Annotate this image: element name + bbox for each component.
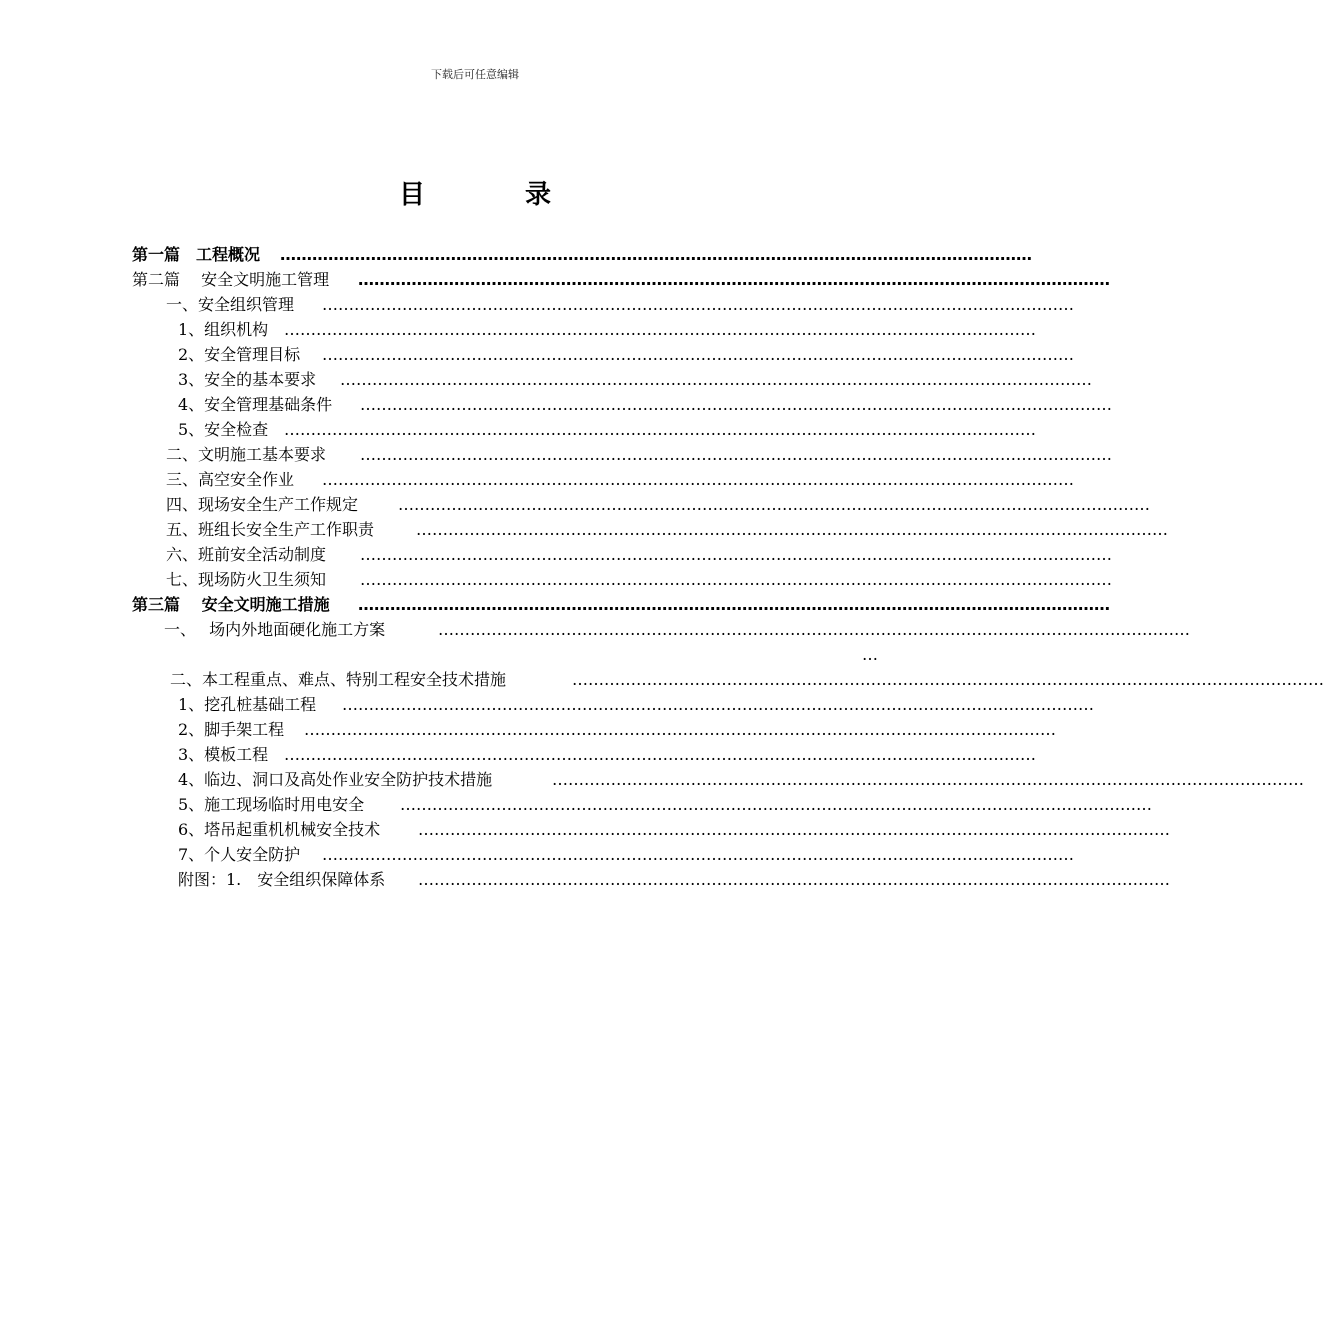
toc-entry[interactable] — [0, 517, 1168, 542]
leader-dots: …………………………………………………………………………………………………………………………… — [360, 545, 1112, 564]
toc-entry-label: 四、现场安全生产工作规定 — [166, 492, 358, 517]
toc-entry[interactable] — [0, 242, 1032, 267]
toc-entry[interactable] — [0, 267, 1110, 292]
toc-entry[interactable] — [0, 592, 1110, 617]
toc-entry-label: 6、塔吊起重机机械安全技术 — [178, 817, 380, 842]
toc-entry-label: 4、安全管理基础条件 — [178, 392, 332, 417]
toc-entry-label: 一、 场内外地面硬化施工方案 — [164, 617, 385, 642]
toc-entry-label: 附图：1. 安全组织保障体系 — [178, 867, 385, 892]
leader-dots: …………………………………………………………………………………………………………………………… — [358, 270, 1110, 289]
toc-entry-label: 5、安全检查 — [178, 417, 268, 442]
leader-dots: …………………………………………………………………………………………………………………………… — [438, 620, 1190, 639]
toc-entry-label: 4、临边、洞口及高处作业安全防护技术措施 — [178, 767, 492, 792]
leader-dots: …………………………………………………………………………………………………………………………… — [418, 820, 1170, 839]
toc-entry-continuation — [0, 642, 950, 667]
toc-entry[interactable] — [0, 342, 1074, 367]
leader-dots: …………………………………………………………………………………………………………………………… — [322, 845, 1074, 864]
toc-entry-label: 七、现场防火卫生须知 — [166, 567, 326, 592]
toc-entry-label: 2、脚手架工程 — [178, 717, 284, 742]
leader-dots: … — [862, 645, 878, 664]
leader-dots: …………………………………………………………………………………………………………………………… — [398, 495, 1150, 514]
toc-entry[interactable] — [0, 367, 1092, 392]
toc-entry[interactable] — [0, 492, 1150, 517]
toc-entry[interactable] — [0, 467, 1074, 492]
leader-dots: …………………………………………………………………………………………………………………………… — [304, 720, 1056, 739]
toc-entry[interactable] — [0, 392, 1112, 417]
toc-entry[interactable] — [0, 442, 1112, 467]
leader-dots: …………………………………………………………………………………………………………………………… — [322, 470, 1074, 489]
leader-dots: …………………………………………………………………………………………………………………………… — [360, 570, 1112, 589]
toc-entry[interactable] — [0, 292, 1074, 317]
page-title — [0, 174, 950, 211]
toc-entry-label: 5、施工现场临时用电安全 — [178, 792, 364, 817]
toc-entry-label: 2、安全管理目标 — [178, 342, 300, 367]
toc-entry-label: 3、模板工程 — [178, 742, 268, 767]
title-char-2: 录 — [525, 180, 552, 210]
leader-dots: …………………………………………………………………………………………………………………………… — [358, 595, 1110, 614]
toc-entry[interactable] — [0, 617, 1190, 642]
toc-entry-label: 3、安全的基本要求 — [178, 367, 316, 392]
toc-entry[interactable] — [0, 667, 1324, 692]
toc-entry[interactable] — [0, 567, 1112, 592]
toc-entry[interactable] — [0, 317, 1036, 342]
toc-entry-label: 五、班组长安全生产工作职责 — [166, 517, 374, 542]
title-char-1: 目 — [398, 180, 425, 210]
toc-entry-label: 一、安全组织管理 — [166, 292, 294, 317]
toc-entry[interactable] — [0, 792, 1152, 817]
toc-entry[interactable] — [0, 417, 1036, 442]
leader-dots: …………………………………………………………………………………………………………………………… — [284, 745, 1036, 764]
toc-entry[interactable] — [0, 742, 1036, 767]
toc-entry-label: 六、班前安全活动制度 — [166, 542, 326, 567]
toc-entry-label: 1、组织机构 — [178, 317, 268, 342]
toc-entry[interactable] — [0, 717, 1056, 742]
leader-dots: …………………………………………………………………………………………………………………………… — [360, 395, 1112, 414]
toc-entry[interactable] — [0, 867, 1170, 892]
toc-entry-label: 三、高空安全作业 — [166, 467, 294, 492]
toc-entry[interactable] — [0, 817, 1170, 842]
toc-entry-label: 1、挖孔桩基础工程 — [178, 692, 316, 717]
toc-entry[interactable] — [0, 692, 1094, 717]
leader-dots: …………………………………………………………………………………………………………………………… — [322, 295, 1074, 314]
leader-dots: …………………………………………………………………………………………………………………………… — [572, 670, 1324, 689]
toc-entry-label: 第三篇 安全文明施工措施 — [132, 592, 330, 617]
toc-entry[interactable] — [0, 842, 1074, 867]
toc-entry-label: 第二篇 安全文明施工管理 — [132, 267, 329, 292]
leader-dots: …………………………………………………………………………………………………………………………… — [552, 770, 1304, 789]
leader-dots: …………………………………………………………………………………………………………………………… — [284, 320, 1036, 339]
toc-entry-label: 7、个人安全防护 — [178, 842, 300, 867]
leader-dots: …………………………………………………………………………………………………………………………… — [400, 795, 1152, 814]
leader-dots: …………………………………………………………………………………………………………………………… — [340, 370, 1092, 389]
leader-dots: …………………………………………………………………………………………………………………………… — [360, 445, 1112, 464]
leader-dots: …………………………………………………………………………………………………………………………… — [322, 345, 1074, 364]
toc-entry-label: 二、文明施工基本要求 — [166, 442, 326, 467]
leader-dots: …………………………………………………………………………………………………………………………… — [418, 870, 1170, 889]
toc-entry[interactable] — [0, 767, 1304, 792]
toc-entry-label: 二、本工程重点、难点、特别工程安全技术措施 — [170, 667, 506, 692]
leader-dots: …………………………………………………………………………………………………………………………… — [284, 420, 1036, 439]
header-note: 下载后可任意编辑 — [431, 68, 519, 81]
toc-entry-label: 第一篇 工程概况 — [132, 242, 260, 267]
leader-dots: …………………………………………………………………………………………………………………………… — [416, 520, 1168, 539]
toc-entry[interactable] — [0, 542, 1112, 567]
leader-dots: …………………………………………………………………………………………………………………………… — [342, 695, 1094, 714]
leader-dots: …………………………………………………………………………………………………………………………… — [280, 245, 1032, 264]
